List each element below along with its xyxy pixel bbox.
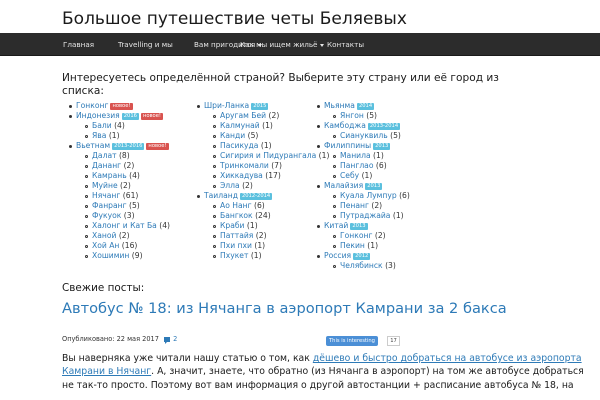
city-post-count: (1) bbox=[367, 241, 379, 250]
city-link[interactable]: Калмунай bbox=[220, 121, 260, 130]
city-item bbox=[76, 221, 170, 231]
city-link[interactable]: Камрань bbox=[92, 171, 127, 180]
city-link[interactable]: Пенанг bbox=[340, 201, 369, 210]
city-post-count: (24) bbox=[255, 211, 271, 220]
country-link[interactable]: Индонезия bbox=[76, 111, 120, 120]
nav-item-housing-label: Как мы ищем жильё bbox=[240, 40, 318, 49]
year-badge: 2014 bbox=[358, 103, 373, 109]
city-link[interactable]: Хиккадува bbox=[220, 171, 263, 180]
city-post-count: (2) bbox=[123, 161, 135, 170]
post-title-link[interactable]: Автобус № 18: из Нячанга в аэропорт Камрани за 2 бакса bbox=[62, 300, 507, 317]
year-badge: 2013-2014 bbox=[369, 123, 399, 129]
city-item bbox=[204, 201, 329, 211]
city-post-count: (6) bbox=[254, 201, 265, 210]
city-item bbox=[204, 171, 329, 181]
city-item bbox=[324, 201, 410, 211]
country-link[interactable]: Гонконг bbox=[76, 101, 109, 110]
city-link[interactable]: Гонконг bbox=[340, 231, 373, 240]
city-post-count: (1) bbox=[254, 241, 266, 250]
country-item bbox=[324, 251, 410, 261]
city-link[interactable]: Себу bbox=[340, 171, 360, 180]
nav-item-home-label: Главная bbox=[63, 40, 95, 49]
city-link[interactable]: Тринкомали bbox=[220, 161, 269, 170]
published-label: Опубликовано: bbox=[62, 335, 115, 343]
city-item bbox=[76, 231, 170, 241]
city-item bbox=[76, 131, 170, 141]
city-post-count: (2) bbox=[118, 231, 130, 240]
city-item bbox=[324, 171, 410, 181]
city-link[interactable]: Далат bbox=[92, 151, 117, 160]
year-badge: 2012-2014 bbox=[241, 193, 271, 199]
city-item bbox=[324, 111, 410, 121]
city-post-count: (1) bbox=[373, 151, 384, 160]
city-item bbox=[204, 241, 329, 251]
city-item bbox=[76, 211, 170, 221]
year-badge: 2015 bbox=[253, 103, 267, 109]
comment-icon[interactable] bbox=[164, 337, 170, 342]
country-item bbox=[76, 111, 170, 121]
city-item bbox=[204, 231, 329, 241]
nav-item-home[interactable] bbox=[63, 33, 94, 56]
year-badge: 2016 bbox=[123, 113, 137, 119]
country-item bbox=[76, 101, 170, 111]
city-post-count: (4) bbox=[159, 221, 171, 230]
city-post-count: (2) bbox=[374, 231, 386, 240]
excerpt-text-after: . А, значит, знаете, что обратно (из Нячанга в аэропорт) на том же автобусе добраться не так-то просто. Поэтому вот вам информация о другой автостанции + расписание автобуса № 18, на bbox=[62, 366, 584, 391]
city-item bbox=[204, 181, 329, 191]
city-item bbox=[324, 161, 410, 171]
country-link[interactable]: Камбоджа bbox=[324, 121, 366, 130]
city-link[interactable]: Ао Нанг bbox=[220, 201, 252, 210]
fresh-posts-heading: Свежие посты: bbox=[62, 282, 145, 294]
city-link[interactable]: Пхи пхи bbox=[220, 241, 252, 250]
country-item bbox=[324, 121, 410, 131]
country-link[interactable]: Китай bbox=[324, 221, 349, 230]
city-link[interactable]: Паттайя bbox=[220, 231, 254, 240]
city-post-count: (5) bbox=[129, 201, 140, 210]
city-item bbox=[76, 181, 170, 191]
city-post-count: (8) bbox=[118, 151, 130, 160]
city-post-count: (4) bbox=[114, 121, 125, 130]
country-item bbox=[324, 181, 410, 191]
city-item bbox=[204, 221, 329, 231]
city-item bbox=[204, 151, 329, 161]
chevron-down-icon bbox=[320, 44, 324, 47]
city-item bbox=[76, 201, 170, 211]
city-link[interactable]: Элла bbox=[220, 181, 240, 190]
city-item bbox=[324, 191, 410, 201]
city-item bbox=[324, 231, 410, 241]
city-post-count: (1) bbox=[361, 171, 373, 180]
city-post-count: (4) bbox=[129, 171, 140, 180]
city-post-count: (2) bbox=[268, 111, 280, 120]
city-link[interactable]: Пасикуда bbox=[220, 141, 259, 150]
city-link[interactable]: Ява bbox=[92, 131, 107, 140]
country-link[interactable]: Шри-Ланка bbox=[204, 101, 250, 110]
city-post-count: (5) bbox=[390, 131, 401, 140]
city-item bbox=[76, 241, 170, 251]
city-post-count: (6) bbox=[375, 161, 387, 170]
city-link[interactable]: Куала Лумпур bbox=[340, 191, 397, 200]
city-link[interactable]: Бангкок bbox=[220, 211, 253, 220]
country-link[interactable]: Вьетнам bbox=[76, 141, 111, 150]
city-item bbox=[204, 121, 329, 131]
city-link[interactable]: Ханой bbox=[92, 231, 117, 240]
year-badge: 2013-2016 bbox=[114, 143, 143, 149]
city-post-count: (17) bbox=[265, 171, 281, 180]
country-link[interactable]: Таиланд bbox=[204, 191, 238, 200]
country-item bbox=[324, 101, 410, 111]
post-excerpt bbox=[62, 352, 592, 392]
city-item bbox=[76, 151, 170, 161]
city-link[interactable]: Нячанг bbox=[92, 191, 121, 200]
year-badge: 2012 bbox=[355, 253, 369, 259]
excerpt-text-before: Вы наверняка уже читали нашу статью о том, как bbox=[62, 353, 313, 364]
country-item bbox=[204, 101, 329, 111]
city-post-count: (6) bbox=[399, 191, 410, 200]
city-link[interactable]: Манила bbox=[340, 151, 371, 160]
city-item bbox=[204, 251, 329, 261]
city-item bbox=[76, 121, 170, 131]
city-link[interactable]: Фанранг bbox=[92, 201, 127, 210]
city-post-count: (1) bbox=[260, 141, 272, 150]
city-post-count: (3) bbox=[123, 211, 135, 220]
city-item bbox=[76, 161, 170, 171]
city-link[interactable]: Дананг bbox=[92, 161, 122, 170]
city-link[interactable]: Челябинск bbox=[340, 261, 383, 270]
city-post-count: (1) bbox=[392, 211, 404, 220]
city-link[interactable]: Панглао bbox=[340, 161, 374, 170]
city-post-count: (61) bbox=[122, 191, 139, 200]
city-post-count: (2) bbox=[242, 181, 253, 190]
country-link[interactable]: Россия bbox=[324, 251, 352, 260]
city-post-count: (3) bbox=[385, 261, 396, 270]
city-item bbox=[324, 241, 410, 251]
nav-item-contacts-label: Контакты bbox=[327, 40, 364, 49]
interest-count: 17 bbox=[387, 336, 400, 346]
city-item bbox=[324, 211, 410, 221]
city-post-count: (2) bbox=[255, 231, 267, 240]
nav-item-housing[interactable] bbox=[240, 33, 324, 56]
city-post-count: (7) bbox=[271, 161, 282, 170]
city-post-count: (9) bbox=[131, 251, 143, 260]
city-link[interactable]: Пекин bbox=[340, 241, 365, 250]
city-post-count: (2) bbox=[120, 181, 131, 190]
new-badge: новое! bbox=[148, 143, 167, 149]
city-link[interactable]: Аругам Бей bbox=[220, 111, 267, 120]
city-post-count: (5) bbox=[247, 131, 259, 140]
city-link[interactable]: Муйне bbox=[92, 181, 118, 190]
country-link[interactable]: Мьянма bbox=[324, 101, 355, 110]
nav-item-travelling-label: Travelling и мы bbox=[118, 40, 173, 49]
city-post-count: (1) bbox=[318, 151, 330, 160]
city-item bbox=[324, 261, 410, 271]
city-link[interactable]: Фукуок bbox=[92, 211, 122, 220]
city-link[interactable]: Путраджайа bbox=[340, 211, 391, 220]
city-item bbox=[76, 251, 170, 261]
city-item bbox=[324, 131, 410, 141]
city-post-count: (1) bbox=[246, 221, 258, 230]
country-column-3 bbox=[324, 101, 410, 271]
nav-item-contacts[interactable] bbox=[327, 33, 364, 56]
city-item bbox=[204, 141, 329, 151]
site-title[interactable]: Большое путешествие четы Беляевых bbox=[62, 9, 407, 29]
country-link[interactable]: Филиппины bbox=[324, 141, 372, 150]
nav-item-useful-label: Вам пригодится bbox=[194, 40, 256, 49]
city-item bbox=[76, 171, 170, 181]
this-is-interesting-button[interactable]: This is interesting bbox=[326, 336, 378, 346]
city-post-count: (2) bbox=[371, 201, 383, 210]
post-date: 22 мая 2017 bbox=[116, 335, 159, 343]
city-link[interactable]: Краби bbox=[220, 221, 245, 230]
city-item bbox=[204, 211, 329, 221]
city-link[interactable]: Янгон bbox=[340, 111, 364, 120]
city-item bbox=[204, 111, 329, 121]
city-link[interactable]: Халонг и Кат Ба bbox=[92, 221, 157, 230]
year-badge: 2013 bbox=[375, 143, 389, 149]
new-badge: новое! bbox=[142, 113, 162, 119]
city-post-count: (5) bbox=[366, 111, 378, 120]
city-item bbox=[324, 151, 410, 161]
country-item bbox=[324, 221, 410, 231]
country-item bbox=[76, 141, 170, 151]
city-link[interactable]: Хошимин bbox=[92, 251, 130, 260]
country-intro: Интересуетесь определённой страной? Выберите эту страну или её город из списка: bbox=[62, 72, 499, 97]
main-navbar bbox=[0, 33, 600, 56]
city-item bbox=[204, 161, 329, 171]
city-link[interactable]: Канди bbox=[220, 131, 246, 140]
city-link[interactable]: Пхукет bbox=[220, 251, 249, 260]
country-link[interactable]: Малайзия bbox=[324, 181, 364, 190]
country-item bbox=[204, 191, 329, 201]
city-post-count: (1) bbox=[250, 251, 262, 260]
country-item bbox=[324, 141, 410, 151]
country-column-2 bbox=[204, 101, 329, 261]
nav-item-travelling[interactable] bbox=[118, 33, 173, 56]
city-link[interactable]: Хой Ан bbox=[92, 241, 120, 250]
country-column-1 bbox=[76, 101, 170, 261]
city-link[interactable]: Сигирия и Пидурангала bbox=[220, 151, 317, 160]
year-badge: 2013 bbox=[367, 183, 381, 189]
city-post-count: (16) bbox=[121, 241, 138, 250]
city-post-count: (1) bbox=[108, 131, 120, 140]
excerpt-link[interactable]: дёшево и быстро добраться на автобусе из аэропорта Камрани в Нячанг bbox=[62, 353, 582, 378]
city-link[interactable]: Сиануквиль bbox=[340, 131, 388, 140]
city-item bbox=[204, 131, 329, 141]
city-post-count: (1) bbox=[262, 121, 273, 130]
comment-count[interactable]: 2 bbox=[173, 335, 178, 343]
city-link[interactable]: Бали bbox=[92, 121, 112, 130]
new-badge: новое! bbox=[112, 103, 131, 109]
city-item bbox=[76, 191, 170, 201]
post-meta bbox=[62, 335, 177, 343]
year-badge: 2013 bbox=[352, 223, 366, 229]
